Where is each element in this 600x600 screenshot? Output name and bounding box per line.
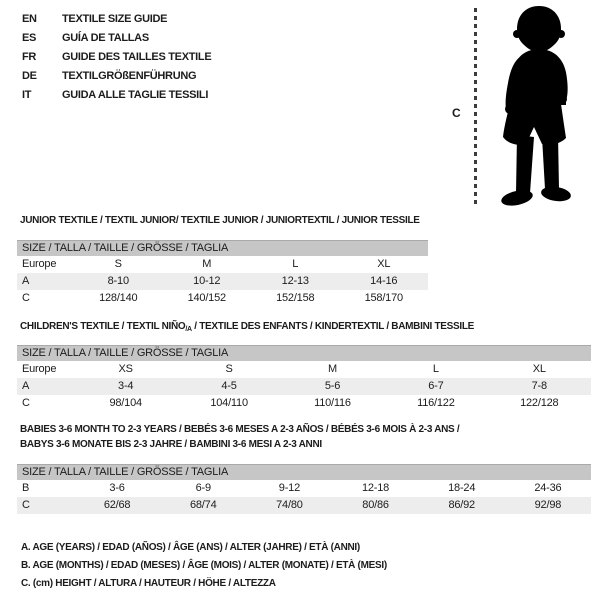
cell: 128/140 (99, 292, 138, 304)
table-row (17, 256, 428, 273)
cell: S (225, 363, 233, 375)
cell: 110/116 (314, 397, 351, 409)
table-header-row (17, 465, 591, 480)
cell: L (432, 363, 439, 375)
lang-title: TEXTILGRÖßENFÜHRUNG (62, 69, 197, 82)
height-measure-label: C (452, 106, 461, 120)
size-header-cell: SIZE / TALLA / TAILLE / GRÖSSE / TAGLIA (17, 346, 591, 361)
cell: 4-5 (177, 378, 280, 395)
table-header-row (17, 346, 591, 361)
cell: 8-10 (74, 273, 163, 290)
babies-size-table (17, 464, 591, 514)
cell: 10-12 (163, 273, 252, 290)
cell: 80/86 (332, 497, 418, 514)
cell: M (327, 363, 337, 375)
lang-code: EN (22, 12, 37, 25)
table-row (17, 395, 591, 412)
table-row (17, 273, 428, 290)
footnote-b: B. AGE (MONTHS) / EDAD (MESES) / ÂGE (MOIS) / ALTER (MONATE) / ETÀ (MESI) (21, 560, 387, 571)
cell: 6-7 (384, 378, 487, 395)
table-row (17, 480, 591, 497)
cell: 7-8 (488, 378, 591, 395)
lang-title: GUIDE DES TAILLES TEXTILE (62, 50, 212, 63)
lang-code: DE (22, 69, 37, 82)
lang-title: GUÍA DE TALLAS (62, 31, 149, 44)
cell: 9-12 (278, 482, 300, 494)
table-header-row (17, 241, 428, 256)
legend-footnotes (21, 539, 387, 593)
cell: XL (377, 258, 391, 270)
lang-row-fr (22, 47, 211, 66)
cell: 158/170 (364, 292, 403, 304)
cell: 3-6 (109, 482, 125, 494)
row-label: A (17, 273, 74, 290)
table-row (17, 378, 591, 395)
lang-row-es (22, 28, 211, 47)
cell: XL (532, 363, 546, 375)
size-header-cell: SIZE / TALLA / TAILLE / GRÖSSE / TAGLIA (17, 465, 591, 480)
cell: 24-36 (534, 482, 562, 494)
cell: 62/68 (74, 497, 160, 514)
cell: 12-13 (251, 273, 340, 290)
cell: 6-9 (195, 482, 211, 494)
cell: 116/122 (417, 397, 455, 409)
language-title-block (22, 9, 211, 104)
cell: 86/92 (419, 497, 505, 514)
lang-code: IT (22, 88, 32, 101)
cell: 152/158 (276, 292, 315, 304)
cell: 98/104 (109, 397, 142, 409)
junior-size-table (17, 240, 428, 307)
cell: 5-6 (281, 378, 384, 395)
footnote-c: C. (cm) HEIGHT / ALTURA / HAUTEUR / HÖHE / ALTEZZA (21, 578, 276, 589)
row-label: C (22, 397, 30, 409)
lang-title: TEXTILE SIZE GUIDE (62, 12, 168, 25)
lang-code: ES (22, 31, 37, 44)
junior-table-title: JUNIOR TEXTILE / TEXTIL JUNIOR/ TEXTILE JUNIOR / JUNIORTEXTIL / JUNIOR TESSILE (20, 215, 420, 226)
lang-code: FR (22, 50, 37, 63)
cell: 18-24 (448, 482, 476, 494)
lang-row-it (22, 85, 211, 104)
cell: 68/74 (160, 497, 246, 514)
footnote-a: A. AGE (YEARS) / EDAD (AÑOS) / ÂGE (ANS) / ALTER (JAHRE) / ETÀ (ANNI) (21, 542, 360, 553)
children-title-rest: / TEXTILE DES ENFANTS / KINDERTEXTIL / BAMBINI TESSILE (191, 321, 475, 332)
cell: 104/110 (210, 397, 248, 409)
cell: M (202, 258, 212, 270)
row-label: A (17, 378, 74, 395)
table-row (17, 361, 591, 378)
lang-row-de (22, 66, 211, 85)
children-title-subscript: /A (185, 326, 192, 333)
lang-title: GUIDA ALLE TAGLIE TESSILI (62, 88, 209, 101)
cell: L (292, 258, 299, 270)
height-measure-dashed-line (474, 8, 477, 206)
row-label: C (22, 292, 30, 304)
children-title-main: CHILDREN'S TEXTILE / TEXTIL NIÑO (20, 321, 186, 332)
row-label: Europe (22, 258, 57, 270)
cell: 140/152 (187, 292, 226, 304)
table-row (17, 497, 591, 514)
size-header-cell: SIZE / TALLA / TAILLE / GRÖSSE / TAGLIA (17, 241, 428, 256)
cell: 122/128 (520, 397, 559, 409)
row-label: Europe (22, 363, 57, 375)
cell: 14-16 (340, 273, 429, 290)
cell: 92/98 (505, 497, 591, 514)
children-size-table (17, 345, 591, 412)
cell: 12-18 (361, 482, 390, 494)
children-table-title (20, 321, 474, 333)
babies-table-title-line1: BABIES 3-6 MONTH TO 2-3 YEARS / BEBÉS 3-6 MESES A 2-3 AÑOS / BÉBÉS 3-6 MOIS À 2-3 ANS / (20, 424, 460, 435)
table-row (17, 290, 428, 307)
cell: XS (118, 363, 133, 375)
cell: 74/80 (246, 497, 332, 514)
row-label: B (22, 482, 30, 494)
row-label: C (17, 497, 74, 514)
toddler-silhouette-image (484, 5, 594, 210)
cell: 3-4 (74, 378, 177, 395)
cell: S (114, 258, 122, 270)
lang-row-en (22, 9, 211, 28)
babies-table-title-line2: BABYS 3-6 MONATE BIS 2-3 JAHRE / BAMBINI 3-6 MESI A 2-3 ANNI (20, 439, 322, 450)
